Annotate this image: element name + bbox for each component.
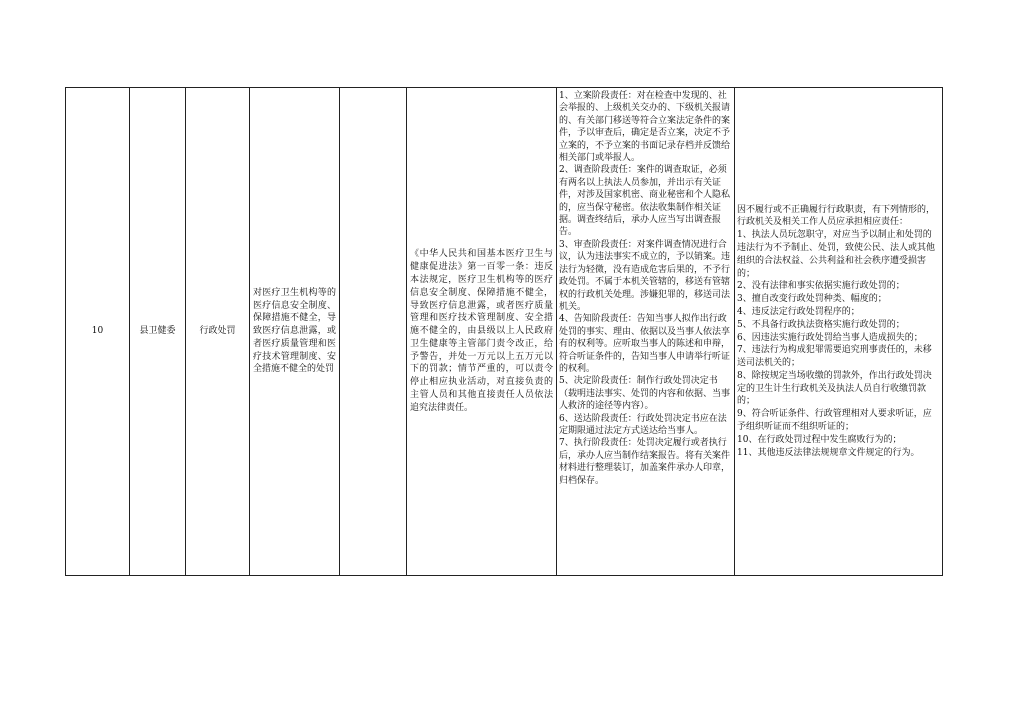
table-row [66, 88, 943, 576]
responsibility-item: 3、审查阶段责任：对案件调查情况进行合议，认为违法事实不成立的，予以销案。违法行为轻微，没有造成危害后果的，不予行政处罚。不属于本机关管辖的，移送有管辖权的行政机关处理。涉嫌犯罪的，移送司法机关。 [559, 239, 731, 312]
accountability-item: 8、除按规定当场收缴的罚款外，作出行政处罚决定的卫生计生行政机关及执法人员自行收缴罚款的； [737, 370, 932, 407]
power-list-table [65, 87, 943, 576]
legal-basis: 《中华人民共和国基本医疗卫生与健康促进法》第一百零一条：违反本法规定，医疗卫生机构等的医疗信息安全制度、保障措施不健全，导致医疗信息泄露，或者医疗质量管理和医疗技术管理制度、安全措施不健全的，由县级以上人民政府卫生健康等主管部门责令改正，给予警告，并处一万元以上五万元以下的罚款；情节严重的，可以责令停止相应执业活动，对直接负责的主管人员和其他直接责任人员依法追究法律责任。 [410, 249, 553, 413]
responsibility-list [557, 90, 734, 487]
accountability-item: 2、没有法律和事实依据实施行政处罚的； [737, 281, 905, 292]
accountability-item: 9、符合听证条件、行政管理相对人要求听证，应予组织听证而不组织听证的； [737, 409, 932, 433]
item-name-cell [250, 88, 340, 576]
responsibility-item: 1、立案阶段责任：对在检查中发现的、社会举报的、上级机关交办的、下级机关报请的、有关部门移送等符合立案法定条件的案件，予以审查后，确定是否立案，决定不予立案的，不予立案的书面记录存档并反馈给相关部门或举报人。 [559, 91, 731, 164]
department-name: 县卫健委 [139, 326, 176, 337]
department-cell [130, 88, 186, 576]
accountability-item: 4、违反法定行政处罚程序的； [737, 306, 860, 317]
legal-basis-cell [407, 88, 557, 576]
accountability-cell [735, 88, 943, 576]
category-cell [186, 88, 250, 576]
accountability-item: 因不履行或不正确履行行政职责，有下列情形的，行政机关及相关工作人员应承担相应责任： [737, 204, 936, 228]
accountability-item: 10、在行政处罚过程中发生腐败行为的； [737, 434, 902, 445]
responsibility-item: 7、执行阶段责任：处罚决定履行或者执行后，承办人应当制作结案报告。将有关案件材料进行整理装订，加盖案件承办人印章，归档保存。 [559, 438, 731, 486]
accountability-item: 1、执法人员玩忽职守，对应当予以制止和处罚的违法行为不予制止、处罚，致使公民、法人或其他组织的合法权益、公共利益和社会秩序遭受损害的； [737, 230, 936, 279]
accountability-item: 3、擅自改变行政处罚种类、幅度的； [737, 294, 887, 305]
subitem-cell [340, 88, 407, 576]
responsibility-item: 5、决定阶段责任：制作行政处罚决定书（载明违法事实、处罚的内容和依据、当事人救济的途径等内容）。 [559, 376, 731, 412]
responsibility-item: 4、告知阶段责任：告知当事人拟作出行政处罚的事实、理由、依据以及当事人依法享有的权利等。应听取当事人的陈述和申辩，符合听证条件的，告知当事人申请举行听证的权利。 [559, 314, 731, 374]
accountability-item: 7、违法行为构成犯罪需要追究刑事责任的，未移送司法机关的； [737, 345, 932, 369]
accountability-list [735, 204, 942, 460]
item-name: 对医疗卫生机构等的医疗信息安全制度、保障措施不健全，导致医疗信息泄露，或者医疗质量管理和医疗技术管理制度、安全措施不健全的处罚 [253, 287, 336, 375]
accountability-item: 5、不具备行政执法资格实施行政处罚的； [737, 319, 905, 330]
responsibility-cell [557, 88, 735, 576]
responsibility-item: 6、送达阶段责任：行政处罚决定书应在法定期限通过法定方式送达给当事人。 [559, 413, 727, 436]
responsibility-item: 2、调查阶段责任：案件的调查取证，必须有两名以上执法人员参加，并出示有关证件，对涉及国家机密、商业秘密和个人隐私的，应当保守秘密。依法收集制作相关证据。调查终结后，承办人应当写出调查报告。 [559, 165, 731, 238]
row-number-cell [66, 88, 130, 576]
row-number: 10 [91, 326, 104, 337]
accountability-item: 11、其他违反法律法规规章文件规定的行为。 [737, 447, 920, 458]
power-category: 行政处罚 [199, 326, 236, 337]
accountability-item: 6、因违法实施行政处罚给当事人造成损失的； [737, 332, 923, 343]
